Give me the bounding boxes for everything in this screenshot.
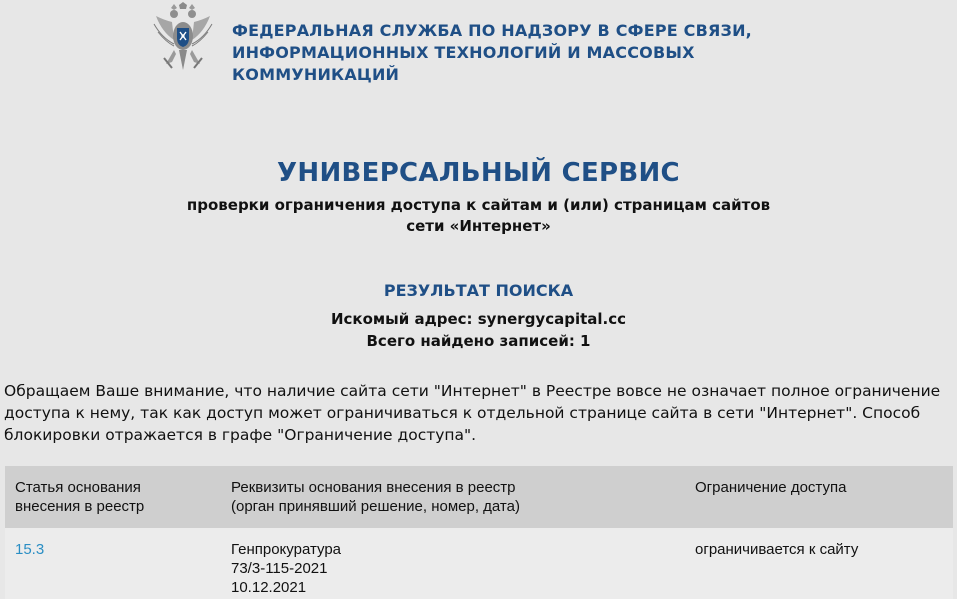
article-link[interactable]: 15.3 [15,541,45,558]
service-subtitle [0,195,957,237]
table-row [5,528,953,599]
total-found: Всего найдено записей: 1 [366,332,591,350]
agency-name [232,20,792,86]
column-header-article: Статья основания внесения в реестр [15,479,145,515]
results-table [5,466,953,599]
column-header-requisites: Реквизиты основания внесения в реестр (орган принявший решение, номер, дата) [231,479,520,515]
searched-address: Искомый адрес: synergycapital.cc [330,310,627,328]
cell-article [15,540,215,559]
requisite-authority: Генпрокуратура [231,541,342,558]
column-header-restriction: Ограничение доступа [695,479,847,496]
header [0,0,957,84]
double-headed-eagle-emblem-icon [152,2,214,74]
service-subtitle-line2: сети «Интернет» [406,217,551,235]
cell-requisites [231,540,671,597]
requisite-number: 73/3-115-2021 [231,560,328,577]
agency-name-line1: ФЕДЕРАЛЬНАЯ СЛУЖБА ПО НАДЗОРУ В СФЕРЕ СВЯЗИ, [232,21,752,40]
service-title: УНИВЕРСАЛЬНЫЙ СЕРВИС [277,158,680,188]
result-meta [0,308,957,352]
result-title: РЕЗУЛЬТАТ ПОИСКА [383,281,574,300]
requisite-date: 10.12.2021 [231,579,307,596]
notice-text: Обращаем Ваше внимание, что наличие сайта сети "Интернет" в Реестре вовсе не означает полное ограничение доступа к нему, так как доступ может ограничиваться к отдельной странице сайта в сети "Интернет". Способ блокировки отражается в графе "Ограничение доступа". [4,382,941,444]
table-header [5,466,953,528]
cell-restriction: ограничивается к сайту [695,541,859,558]
service-subtitle-line1: проверки ограничения доступа к сайтам и (или) страницам сайтов [186,196,771,214]
agency-name-line2: ИНФОРМАЦИОННЫХ ТЕХНОЛОГИЙ И МАССОВЫХ КОММУНИКАЦИЙ [232,43,695,84]
